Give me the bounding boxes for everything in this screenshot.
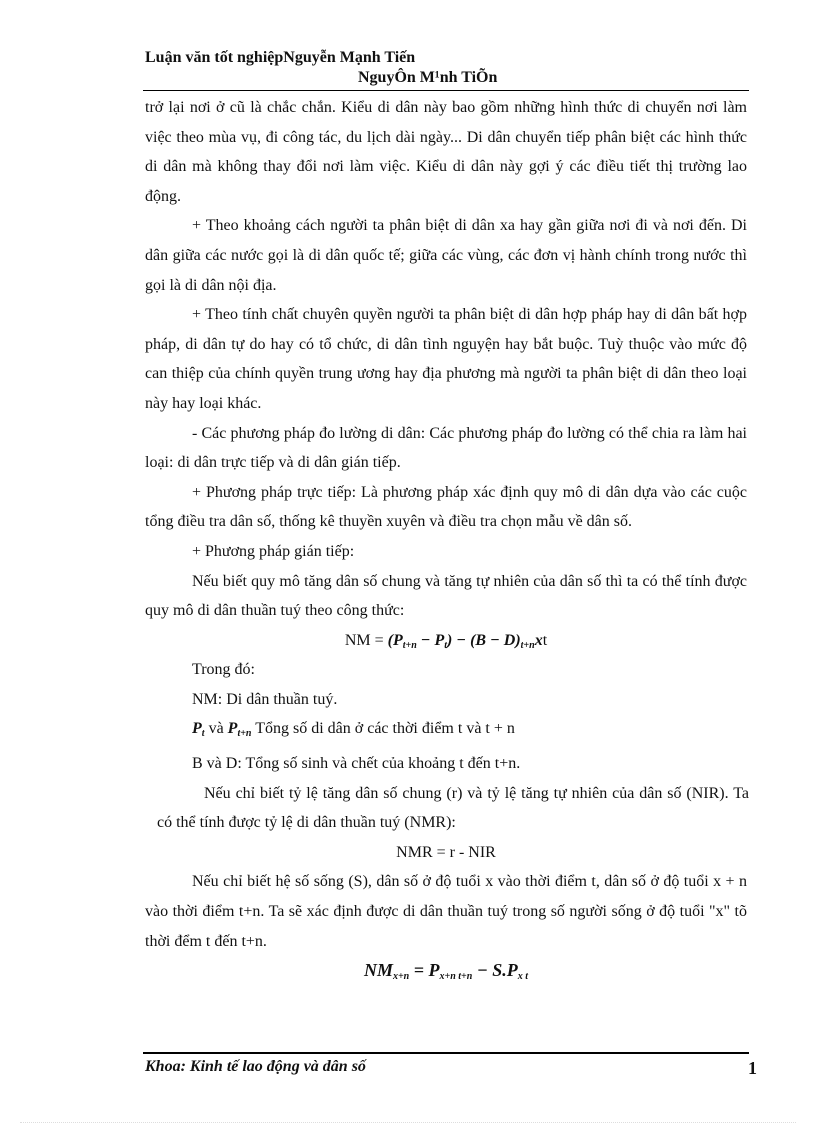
document-body <box>145 93 747 986</box>
paragraph-formula-intro: Nếu biết quy mô tăng dân số chung và tăng tự nhiên của dân số thì ta có thể tính được quy mô di dân thuần tuý theo công thức: <box>145 572 747 620</box>
paragraph-methods: - Các phương pháp đo lường di dân: Các phương pháp đo lường có thể chia ra làm hai loại: di dân trực tiếp và di dân gián tiếp. <box>145 424 747 472</box>
paragraph-nature: + Theo tính chất chuyên quyền người ta phân biệt di dân hợp pháp hay di dân bất hợp pháp, di dân tự do hay có tổ chức, di dân tình nguyện hay bắt buộc. Tuỳ thuộc vào mức độ can thiệp của chính quyền trung ương hay địa phương mà người ta phân biệt di dân theo loại này hay loại khác. <box>145 306 747 412</box>
formula-nm: NM = $(P_{t+n} - P_t) - (B - D)_{t+n}xt$ <box>344 631 548 651</box>
page-header <box>145 48 749 88</box>
paragraph-survival: Nếu chỉ biết hệ số sống (S), dân số ở độ tuổi x vào thời điểm t, dân số ở độ tuổi x + n vào thời điểm t+n. Ta sẽ xác định được di dân thuần tuý trong số người sống ở độ tuổi "x" tõ thời đểm t đến t+n. <box>145 873 747 950</box>
header-line-2: NguyÔn M¹nh TiÕn <box>358 69 498 86</box>
formula-nm-x: $NM_{x+n} = P_{x+n t+n} - S.P_{x t}$ <box>363 960 529 983</box>
paragraph-nir: Nếu chỉ biết tỷ lệ tăng dân số chung (r) và tỷ lệ tăng tự nhiên của dân số (NIR). Ta có thể tính được tỷ lệ di dân thuần tuý (NMR): <box>157 784 749 832</box>
page-number: 1 <box>748 1058 757 1078</box>
paragraph-indirect-method: + Phương pháp gián tiếp: <box>192 542 355 560</box>
pt-definition: $P_t$ và $P_{t+n}$ Tổng số di dân ở các thời điểm t và t + n <box>192 720 515 740</box>
trong-do-label: Trong đó: <box>192 661 255 679</box>
formula-nmr: NMR = r - NIR <box>396 843 496 861</box>
header-rule <box>143 90 749 91</box>
footer-faculty: Khoa: Kinh tế lao động và dân số <box>145 1058 366 1075</box>
page-footer <box>145 1058 757 1076</box>
paragraph-distance: + Theo khoảng cách người ta phân biệt di dân xa hay gần giữa nơi đi và nơi đến. Di dân giữa các nước gọi là di dân quốc tế; giữa các vùng, các đơn vị hành chính trong nước thì gọi là di dân nội địa. <box>145 217 747 294</box>
paragraph-migration-types: trở lại nơi ở cũ là chắc chắn. Kiểu di dân này bao gồm những hình thức di chuyển nơi làm việc theo mùa vụ, đi công tác, du lịch dài ngày... Di dân chuyển tiếp phân biệt các hình thức di dân mà không thay đổi nơi làm việc. Kiểu di dân này gợi ý các điều tiết thị trường lao động. <box>145 99 747 205</box>
nm-definition: NM: Di dân thuần tuý. <box>192 690 338 708</box>
header-line-1: Luận văn tốt nghiệpNguyễn Mạnh Tiến <box>145 49 416 66</box>
footer-rule <box>143 1052 749 1054</box>
paragraph-direct-method: + Phương pháp trực tiếp: Là phương pháp xác định quy mô di dân dựa vào các cuộc tổng điều tra dân số, thống kê thuyền xuyên và điều tra chọn mẫu về dân số. <box>145 483 747 531</box>
bd-definition: B và D: Tổng số sinh và chết của khoảng t đến t+n. <box>192 755 521 773</box>
